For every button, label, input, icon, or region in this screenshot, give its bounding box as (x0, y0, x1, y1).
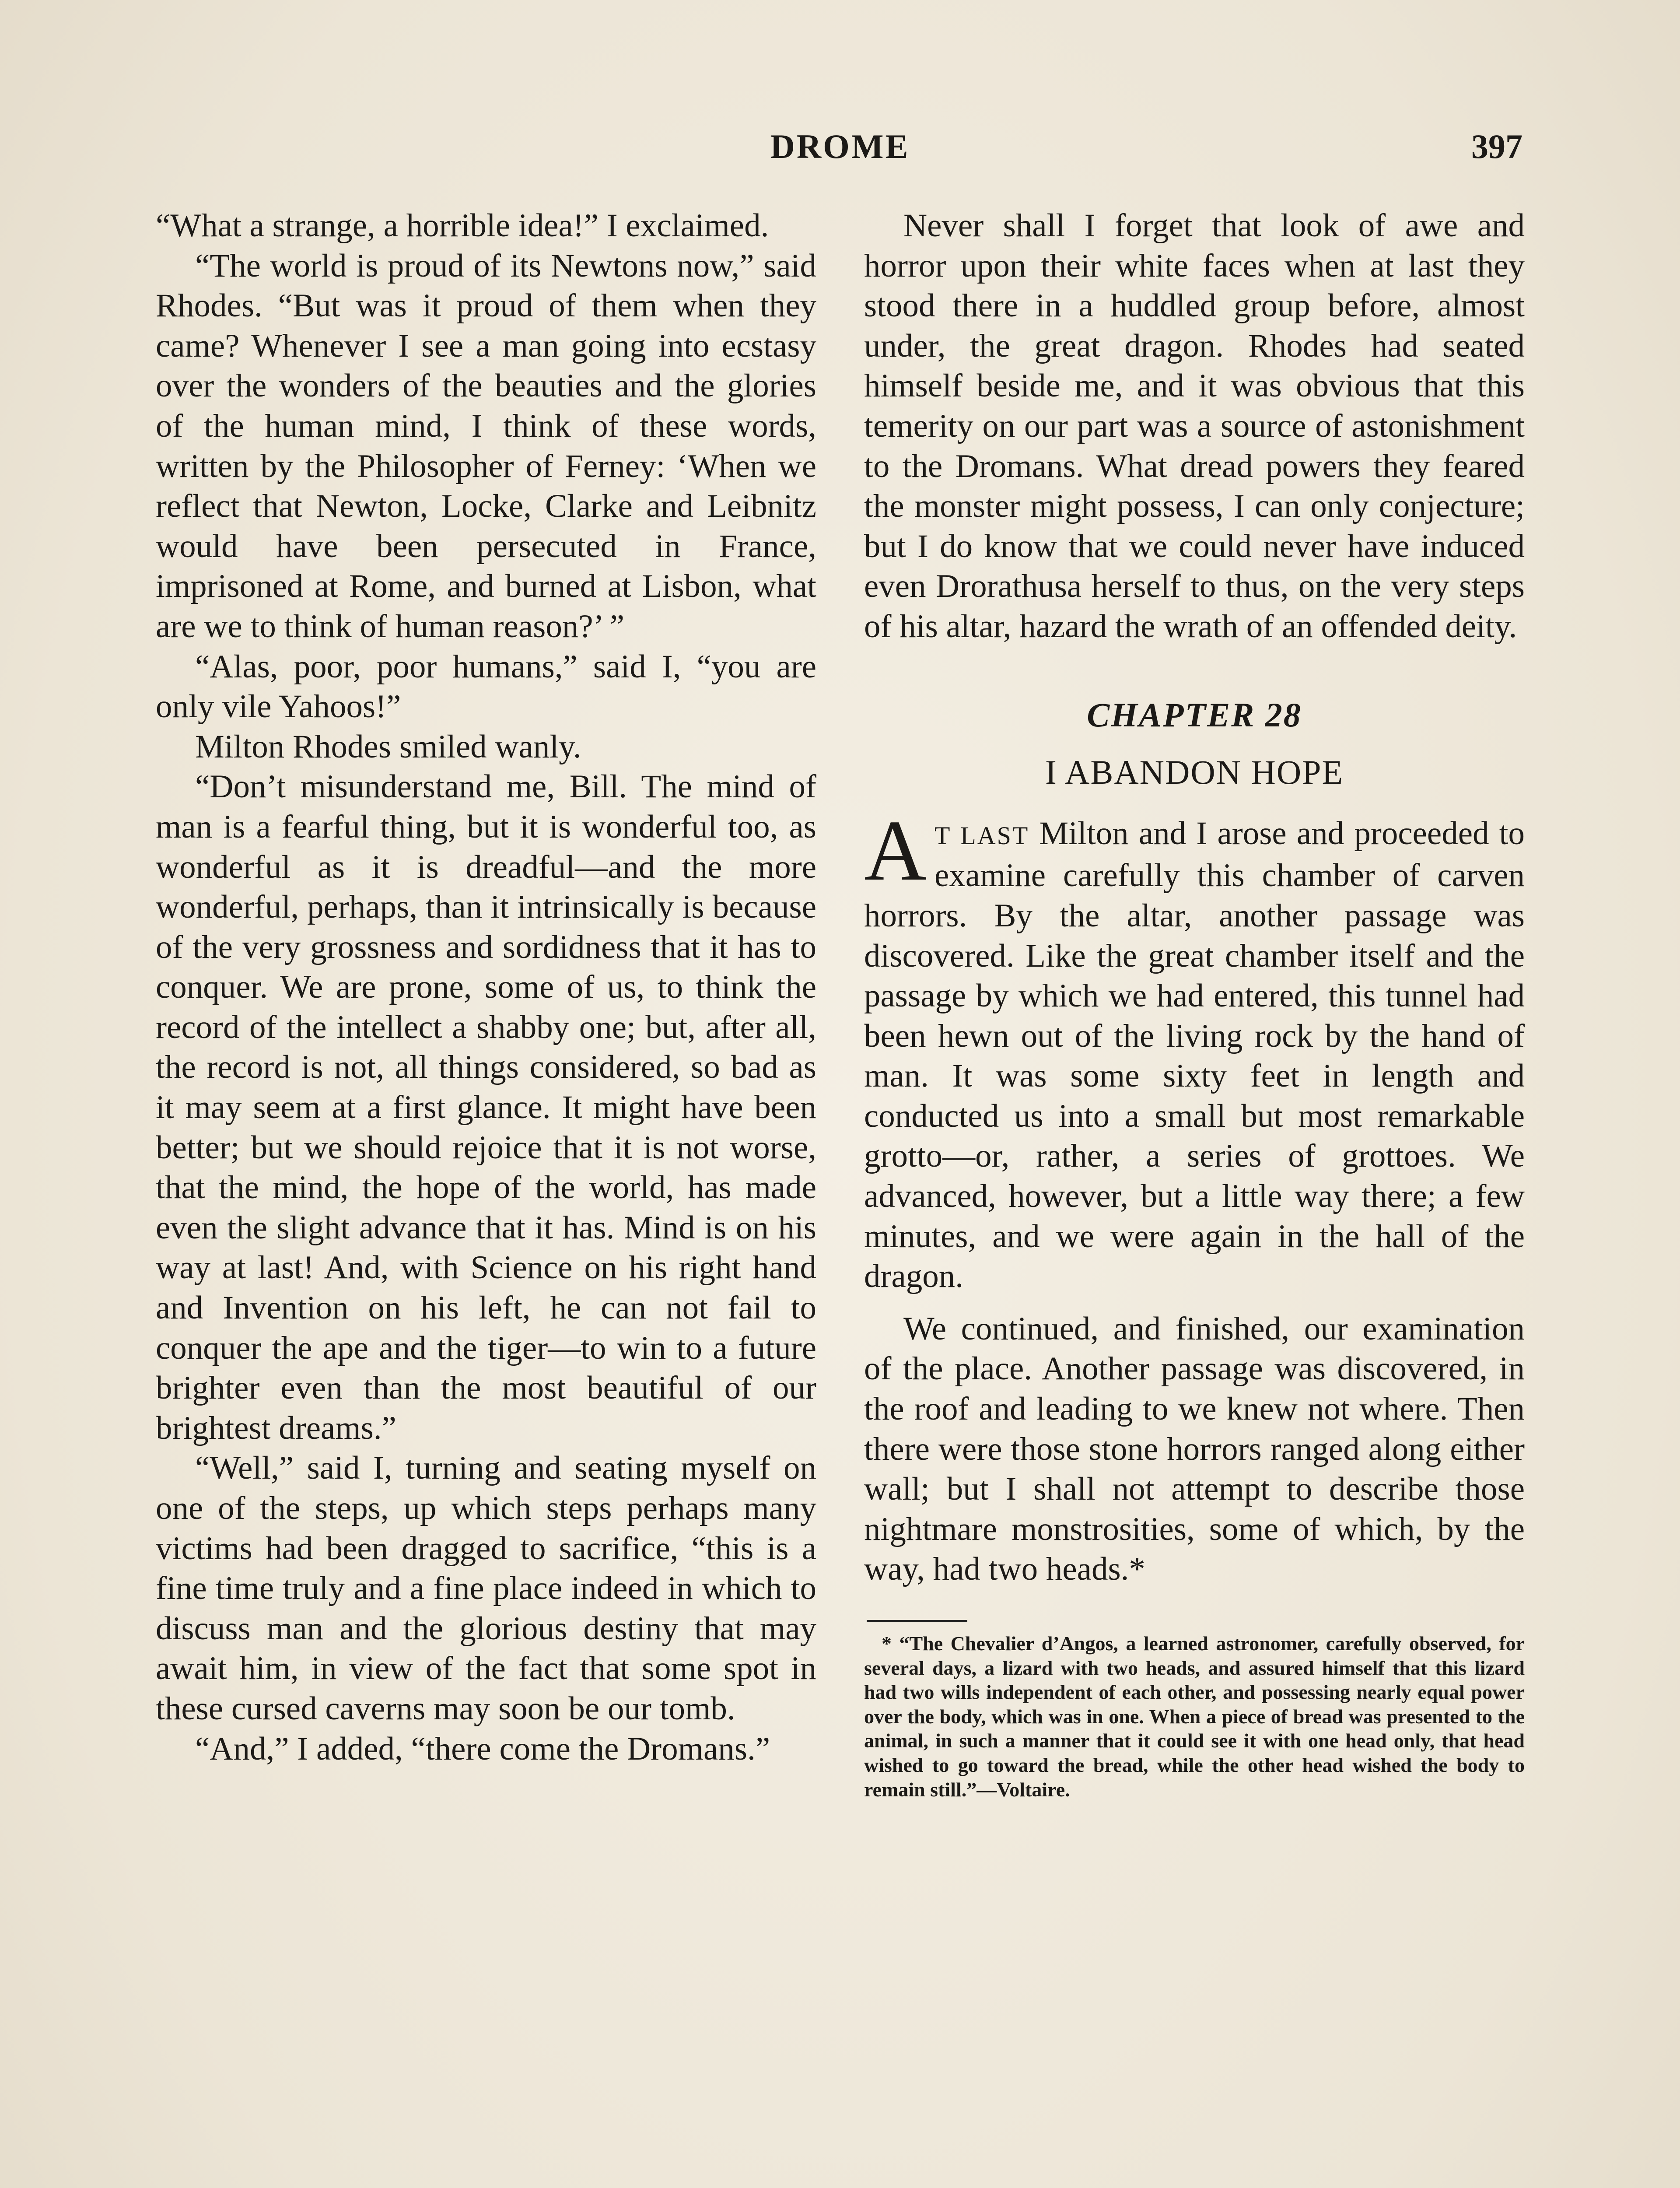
running-head (158, 127, 1522, 179)
left-column (156, 206, 816, 1769)
right-column (864, 206, 1525, 1802)
paragraph: “Alas, poor, poor humans,” said I, “you are only vile Yahoos!” (156, 648, 816, 725)
chapter-opening-paragraph (864, 802, 1525, 1297)
chapter-number: CHAPTER 28 (1087, 695, 1302, 734)
footnote: * “The Chevalier d’Angos, a learned astronomer, carefully observed, for several days, a lizard with two heads, and assured himself that this lizard had two wills independent of each other, and possessing nearly equal power over the body, which was in one. When a piece of bread was presented to the animal, in such a manner that it could see it with one head only, that head wished to go toward the bread, while the other head wished the body to remain still.”—Voltaire. (864, 1632, 1525, 1801)
paragraph: We continued, and finished, our examination of the place. Another passage was discovered, in the roof and leading to we knew not where. Then there were those stone horrors ranged along either wall; but I shall not attempt to describe those nightmare monstrosities, some of which, by the way, had two heads.* (864, 1310, 1525, 1588)
drop-cap: A (864, 802, 927, 898)
paragraph: “Well,” said I, turning and seating myself on one of the steps, up which steps perhaps many victims had been dragged to sacrifice, “this is a fine time truly and a fine place indeed in which to discuss man and the glorious destiny that may await him, in view of the fact that some spot in these cursed caverns may soon be our tomb. (156, 1450, 816, 1727)
paragraph: “Don’t misunderstand me, Bill. The mind of man is a fearful thing, but it is wonderful too, as wonderful as it is dreadful—and the more wonderful, perhaps, than it intrinsically is because of the very grossness and sordidness that it has to conquer. We are prone, some of us, to think the record of the intellect a shabby one; but, after all, the record is not, all things considered, so bad as it may seem at a first glance. It might have been better; but we should rejoice that it is not worse, that the mind, the hope of the world, has made even the slight advance that it has. Mind is on his way at last! And, with Science on his right hand and Invention on his left, he can not fail to conquer the ape and the tiger—to win to a future brighter even than the most beautiful of our brightest dreams.” (156, 768, 816, 1446)
footnote-rule (867, 1620, 967, 1622)
paragraph: Never shall I forget that look of awe and horror upon their white faces when at last they stood there in a huddled group before, almost under, the great dragon. Rhodes had seated himself beside me, and it was obvious that this temerity on our part was a source of astonishment to the Dromans. What dread powers they feared the monster might possess, I can only conjecture; but I do know that we could never have induced even Drorathusa herself to thus, on the very steps of his altar, hazard the wrath of an offended deity. (864, 207, 1525, 645)
page-number: 397 (1471, 127, 1522, 165)
paragraph: “And,” I added, “there come the Dromans.” (195, 1730, 770, 1767)
running-title: DROME (770, 127, 910, 165)
paragraph-text: Milton and I arose and proceeded to examine carefully this chamber of carven horrors. By the altar, another passage was discovered. Like the great chamber itself and the passage by which we had entered, this tunnel had been hewn out of the living rock by the hand of man. It was some sixty feet in length and conducted us into a small but most remarkable grotto—or, rather, a series of grottoes. We advanced, however, but a little way there; a few minutes, and we were again in the hall of the dragon. (864, 815, 1525, 1295)
small-caps-opening: T LAST (934, 821, 1029, 850)
paragraph: “What a strange, a horrible idea!” I exclaimed. (156, 207, 769, 244)
paragraph: Milton Rhodes smiled wanly. (195, 728, 581, 765)
chapter-title: I ABANDON HOPE (1045, 753, 1344, 792)
paragraph: “The world is proud of its Newtons now,” said Rhodes. “But was it proud of them when they came? Whenever I see a man going into ecstasy over the wonders of the beauties and the glories of the human mind, I think of these words, written by the Philosopher of Ferney: ‘When we reflect that Newton, Locke, Clarke and Leibnitz would have been persecuted in France, imprisoned at Rome, and burned at Lisbon, what are we to think of human reason?’ ” (156, 247, 816, 645)
